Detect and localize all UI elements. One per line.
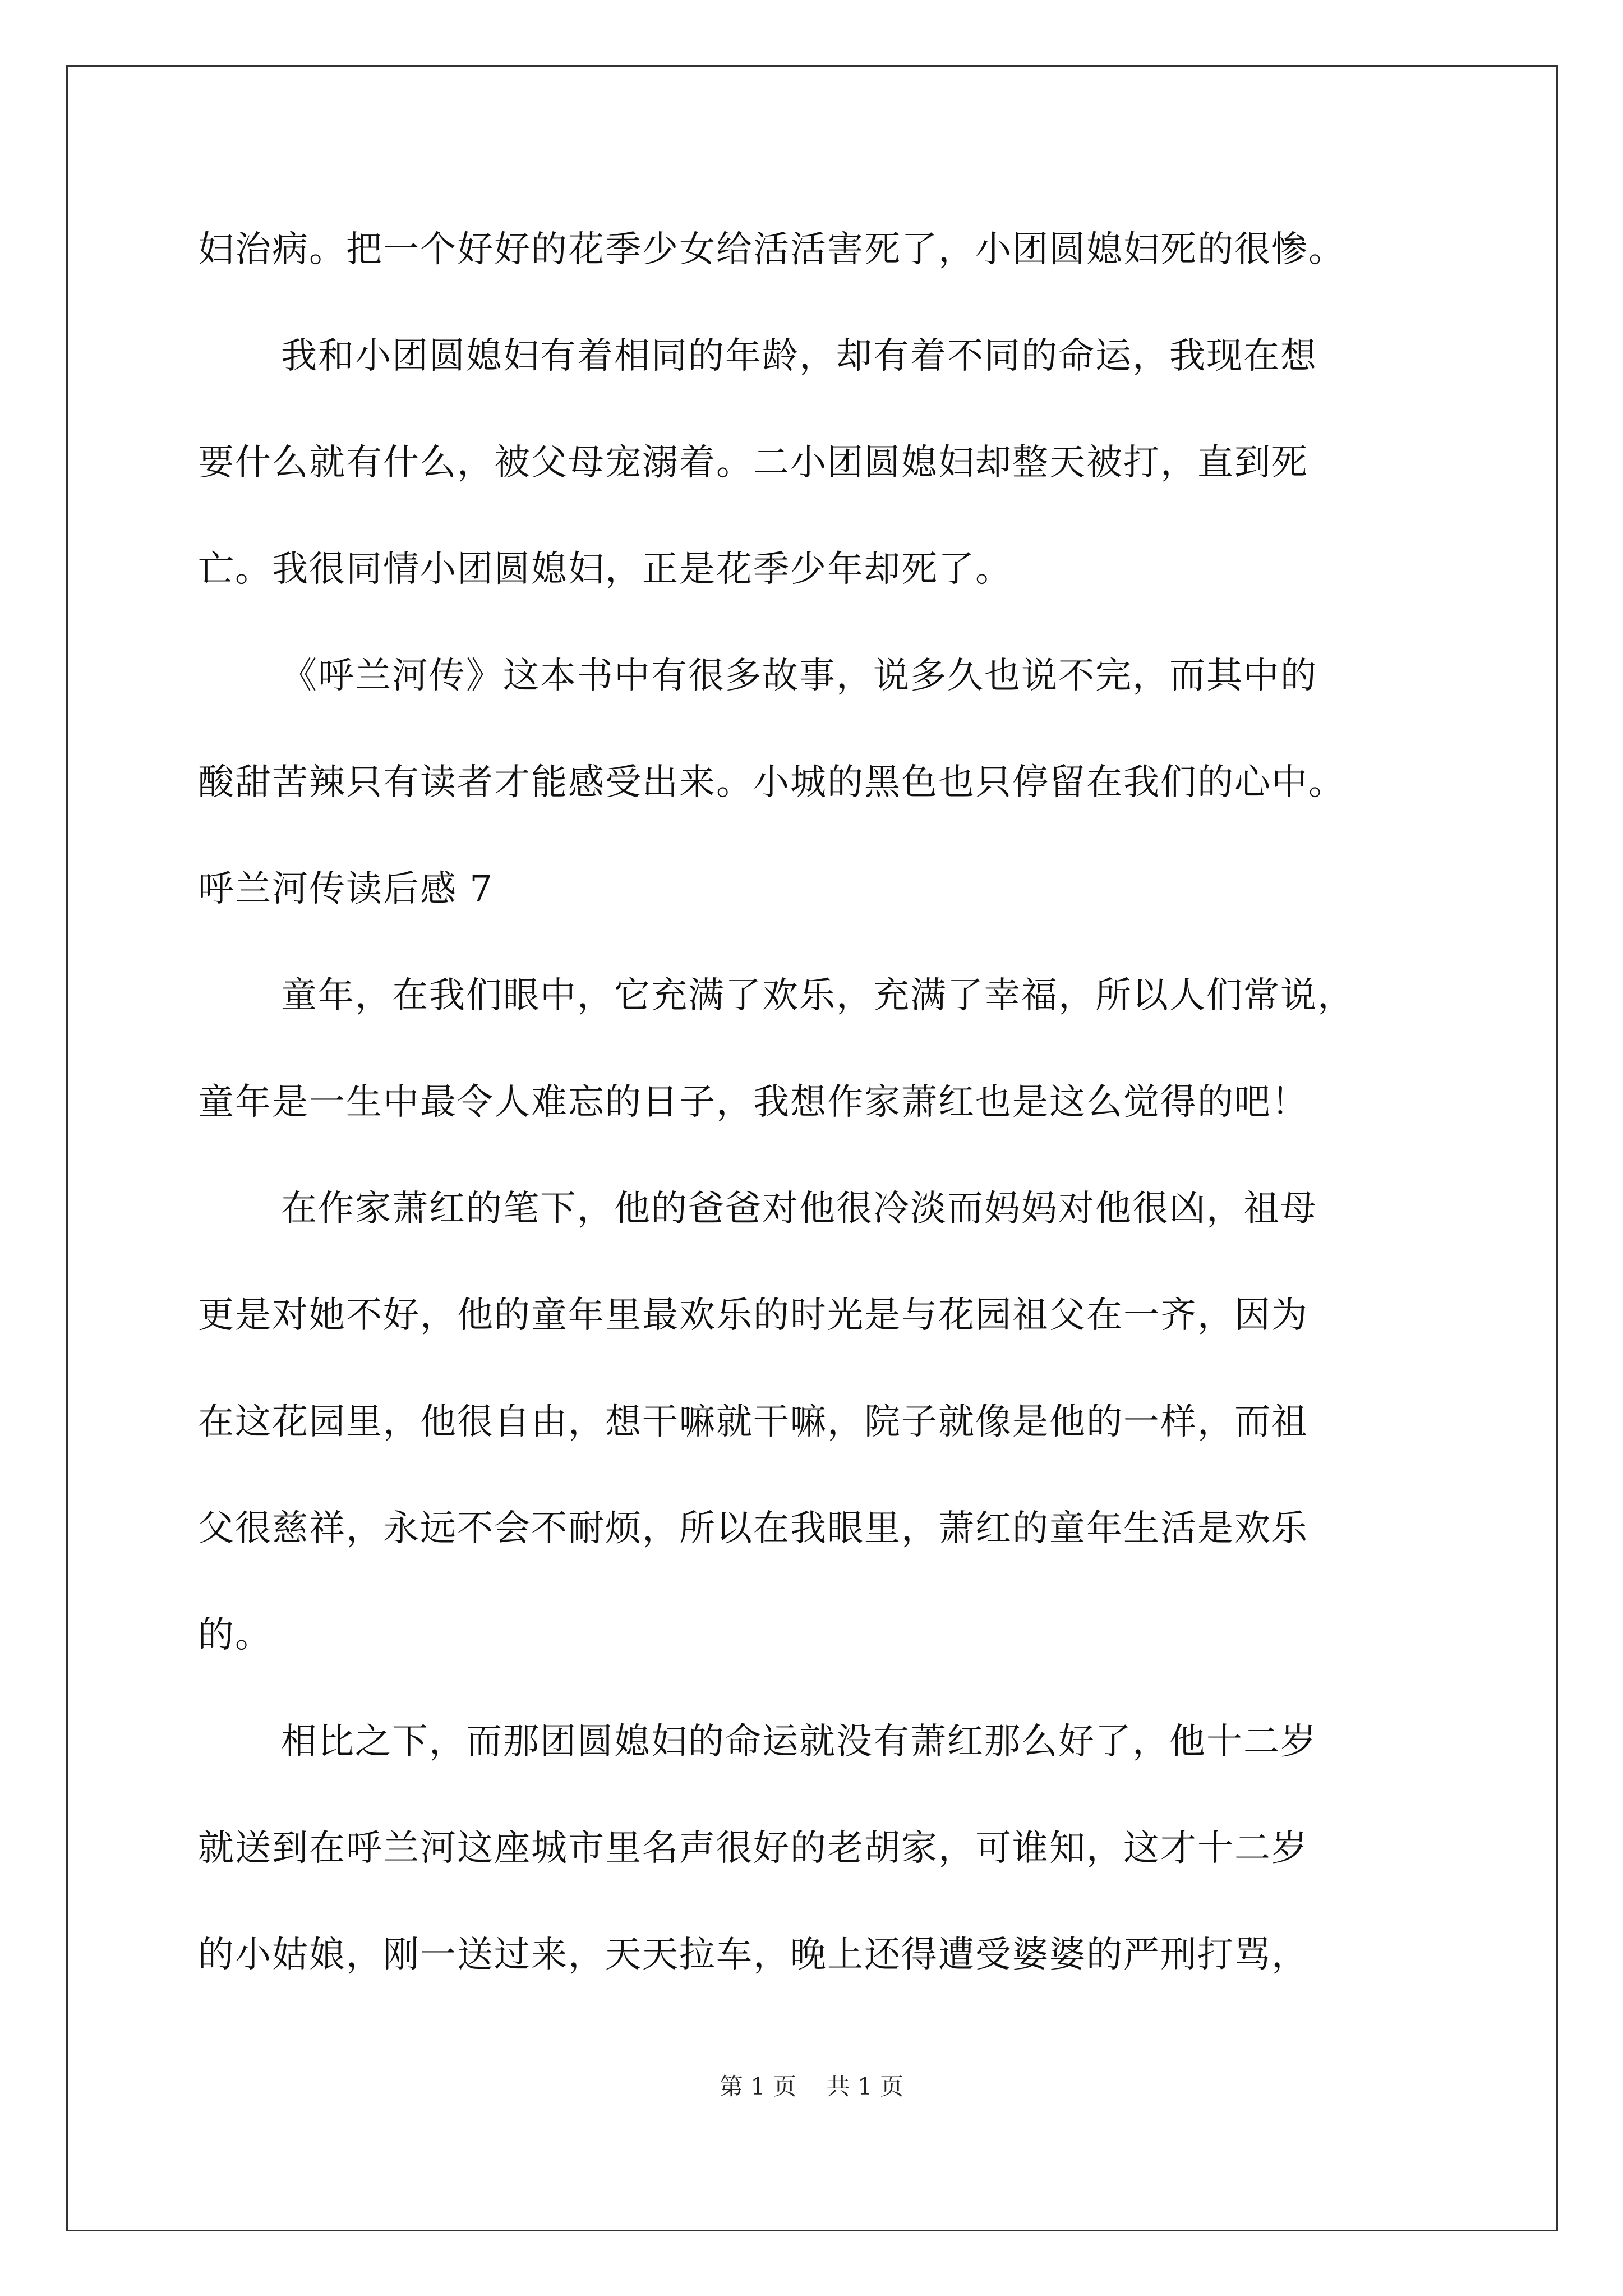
text-line: 更是对她不好，他的童年里最欢乐的时光是与花园祖父在一齐，因为 <box>198 1295 1308 1336</box>
text-line: 在这花园里，他很自由，想干嘛就干嘛，院子就像是他的一样，而祖 <box>198 1401 1308 1443</box>
page-number-total: 共 1 页 <box>826 2073 904 2100</box>
text-line: 我和小团圆媳妇有着相同的年龄，却有着不同的命运，我现在想 <box>281 335 1317 377</box>
text-line: 童年是一生中最令人难忘的日子，我想作家萧红也是这么觉得的吧！ <box>198 1082 1308 1123</box>
text-line: 就送到在呼兰河这座城市里名声很好的老胡家，可谁知，这才十二岁 <box>198 1828 1308 1869</box>
text-line: 相比之下，而那团圆媳妇的命运就没有萧红那么好了，他十二岁 <box>281 1721 1317 1763</box>
text-line: 的。 <box>198 1614 272 1656</box>
text-line: 要什么就有什么，被父母宠溺着。二小团圆媳妇却整天被打，直到死 <box>198 442 1308 484</box>
document-body <box>198 196 1437 2008</box>
page-number-current: 第 1 页 <box>719 2073 797 2100</box>
text-line: 童年，在我们眼中，它充满了欢乐，充满了幸福，所以人们常说， <box>281 975 1354 1016</box>
text-line: 在作家萧红的笔下，他的爸爸对他很冷淡而妈妈对他很凶，祖母 <box>281 1188 1317 1230</box>
text-line: 酸甜苦辣只有读者才能感受出来。小城的黑色也只停留在我们的心中。 <box>198 762 1345 803</box>
text-line: 《呼兰河传》这本书中有很多故事，说多久也说不完，而其中的 <box>281 655 1317 697</box>
text-line: 妇治病。把一个好好的花季少女给活活害死了，小团圆媳妇死的很惨。 <box>198 229 1345 270</box>
text-line: 的小姑娘，刚一送过来，天天拉车，晚上还得遭受婆婆的严刑打骂， <box>198 1934 1308 1976</box>
text-line: 亡。我很同情小团圆媳妇，正是花季少年却死了。 <box>198 549 1012 590</box>
text-line: 父很慈祥，永远不会不耐烦，所以在我眼里，萧红的童年生活是欢乐 <box>198 1508 1308 1549</box>
text-line: 呼兰河传读后感 7 <box>198 868 494 910</box>
page-footer <box>0 2070 1623 2104</box>
